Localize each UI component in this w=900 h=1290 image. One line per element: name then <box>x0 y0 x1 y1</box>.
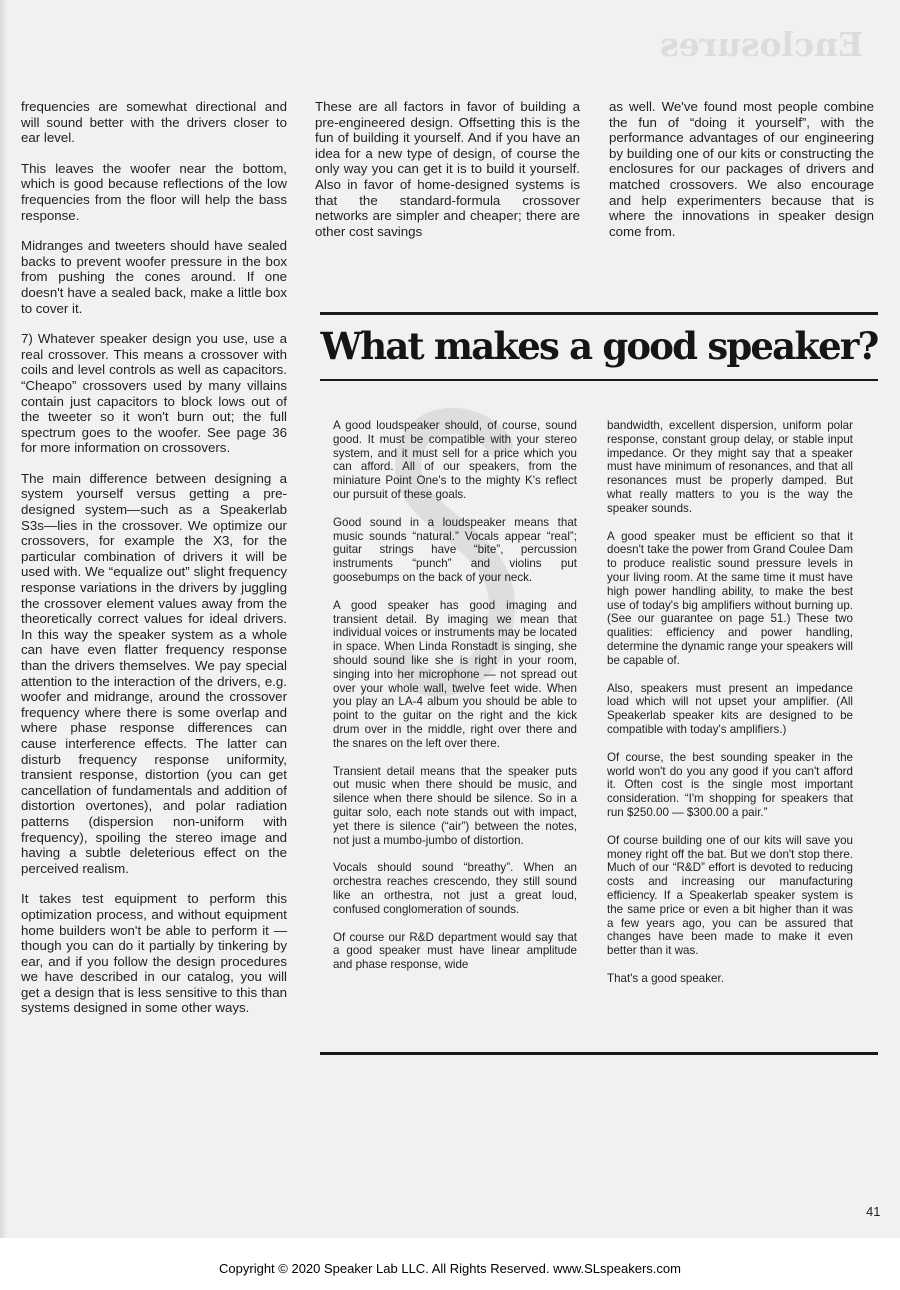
article-paragraph: Transient detail means that the speaker puts out music when there should be music, and silence when there should be silence. So in a guitar solo, each note stands out with impact, yet there is silence (“air”) between the notes, not just a mumbo-jumbo of distortion. <box>333 764 577 847</box>
show-through-heading: Enclosures <box>660 25 864 64</box>
left-paragraph-6: It takes test equipment to perform this optimization process, and without equipment home builders won't be able to perform it — though you can do it partially by tinkering by ear, and if you follow the design procedures we have described in our catalog, you will get a design that is less sensitive to this than systems designed in some other ways. <box>21 891 287 1016</box>
left-column <box>21 99 287 1031</box>
article-paragraph: bandwidth, excellent dispersion, uniform polar response, constant group delay, or stable input impedance. Or they might say that a speaker must have minimum of resonances, and that all resonances must be properly damped. But what really matters to you is the way the speaker sounds. <box>607 419 853 515</box>
article-middle-column <box>333 419 577 986</box>
article-paragraph: Also, speakers must present an impedance load which will not upset your amplifier. (All Speakerlab speaker kits are designed to be compatible with today's amplifiers.) <box>607 681 853 736</box>
article-paragraph: Good sound in a loudspeaker means that music sounds “natural.” Vocals appear “real”; guitar strings have “bite”, percussion instruments “punch” and violins put goosebumps on the back of your neck. <box>333 515 577 584</box>
left-paragraph-1: frequencies are somewhat directional and will sound better with the drivers closer to ear level. <box>21 99 287 146</box>
headline-top-rule <box>320 312 878 315</box>
page-number: 41 <box>866 1204 881 1219</box>
left-paragraph-2: This leaves the woofer near the bottom, which is good because reflections of the low frequencies from the floor will help the bass response. <box>21 160 287 223</box>
article-paragraph: Of course our R&D department would say that a good speaker must have linear amplitude and phase response, wide <box>333 930 577 972</box>
left-paragraph-4: 7) Whatever speaker design you use, use a real crossover. This means a crossover with coils and level controls as well as capacitors. “Cheapo” crossovers used by many villains contain just capacitors to block lows out of the tweeter so it won't burn out; the full spectrum goes to the woofer. See page 36 for more information on crossovers. <box>21 331 287 456</box>
top-middle-column <box>315 99 580 254</box>
article-right-column <box>607 419 853 1000</box>
left-paragraph-5: The main difference between designing a system yourself versus getting a pre-designed system—such as a Speakerlab S3s—lies in the crossover. We optimize our crossovers, for example the X3, for the particular combination of drivers it will be used with. We “equalize out” slight frequency response variations in the drivers by juggling the crossover element values away from the theoretically correct values for ideal drivers. In this way the speaker system as a whole can have even flatter frequency response than the drivers themselves. We pay special attention to the interaction of the drivers, e.g. woofer and midrange, around the crossover frequency where there is some overlap and where phase response differences can cause interference effects. The latter can disturb frequency response uniformity, transient response, distortion (you can get cancellation of fundamentals and addition of distortion overtones), and polar radiation patterns (dispersion non-uniform with frequency), spoiling the stereo image and having a subtle deleterious effect on the perceived realism. <box>21 470 287 876</box>
article-paragraph: A good speaker has good imaging and transient detail. By imaging we mean that individual voices or instruments may be located in space. When Linda Ronstadt is singing, she should sound like she is right in your room, singing into her microphone — not spread out over your whole wall, twelve feet wide. When you play an LA-4 album you should be able to point to the guitar on the right and the kick drum over in the middle, right over there and the snares on the left over there. <box>333 598 577 750</box>
left-paragraph-3: Midranges and tweeters should have sealed backs to prevent woofer pressure in the box from pushing the cones around. If one doesn't have a sealed back, make a little box to cover it. <box>21 238 287 316</box>
page-edge-shadow <box>0 0 8 1238</box>
article-paragraph: A good loudspeaker should, of course, sound good. It must be compatible with your stereo system, and it must sell for a price which you can afford. All of our speakers, from the miniature Point One's to the mighty K's reflect our pursuit of these goals. <box>333 419 577 501</box>
article-bottom-rule <box>320 1052 878 1055</box>
article-paragraph: Of course building one of our kits will save you money right off the bat. But we don't stop there. Much of our “R&D” effort is devoted to reducing costs and increasing our manufacturing efficiency. If a Speakerlab speaker system is the same price or even a bit higher than it was a few years ago, you can be assured that changes have been made to make it even better than it was. <box>607 833 853 958</box>
headline-bottom-rule <box>320 379 878 381</box>
article-paragraph: Of course, the best sounding speaker in the world won't do you any good if you can't afford it. Often cost is the single most important consideration. “I'm shopping for speakers that run $250.00 — $300.00 a pair.” <box>607 750 853 819</box>
article-paragraph: A good speaker must be efficient so that it doesn't take the power from Grand Coulee Dam to produce realistic sound pressure levels in your living room. At the same time it must have high power handling ability, to make the best use of today's big amplifiers without burning up. (See our guarantee on page 51.) These two qualities: efficiency and power handling, determine the dynamic range your speakers will be capable of. <box>607 529 853 667</box>
copyright-footer: Copyright © 2020 Speaker Lab LLC. All Rights Reserved. www.SLspeakers.com <box>219 1261 681 1276</box>
top-middle-paragraph: These are all factors in favor of building a pre-engineered design. Offsetting this is the fun of building it yourself. And if you have an idea for a new type of design, of course the only way you can get it is to build it yourself. Also in favor of home-designed systems is that the standard-formula crossover networks are simpler and cheaper; there are other cost savings <box>315 99 580 239</box>
article-paragraph: That's a good speaker. <box>607 971 724 985</box>
top-right-column <box>609 99 874 254</box>
article-paragraph: Vocals should sound “breathy”. When an orchestra reaches crescendo, they still sound like an orthestra, not just a great loud, confused conglomeration of sounds. <box>333 861 577 916</box>
headline: What makes a good speaker? <box>320 324 878 368</box>
top-right-paragraph: as well. We've found most people combine the fun of “doing it yourself”, with the performance advantages of our engineering by building one of our kits or constructing the enclosures for our packages of drivers and matched crossovers. We also encourage and help experimenters because that is where the innovations in speaker design come from. <box>609 99 874 239</box>
